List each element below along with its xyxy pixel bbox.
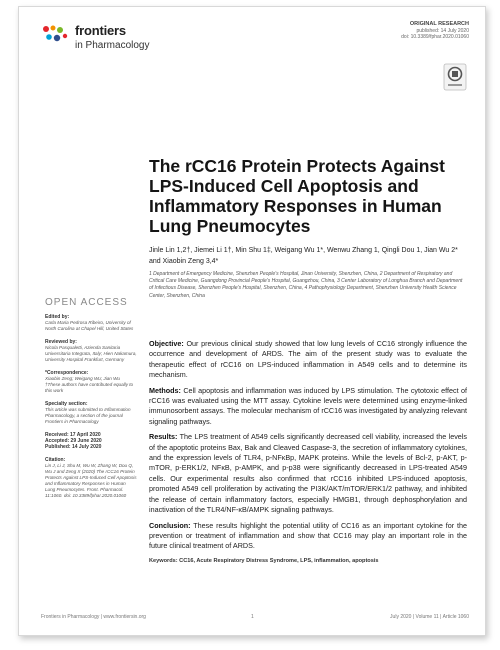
- citation-block: [45, 457, 137, 499]
- page-number: 1: [251, 614, 254, 620]
- correspondence-block: [45, 370, 137, 394]
- edited-by-block: [45, 314, 137, 332]
- received-date: Received: 17 April 2020: [45, 432, 101, 438]
- edited-by: Carla Maria Pedrosa Ribeiro, University of North Carolina at Chapel Hill, United States: [45, 320, 134, 331]
- equal-contribution-note: †These authors have contributed equally to this work: [45, 382, 134, 393]
- conclusion-paragraph: [149, 521, 467, 552]
- reviewed-by-block: [45, 339, 137, 363]
- reviewed-by-label: Reviewed by:: [45, 339, 77, 345]
- conclusion-label: Conclusion:: [149, 520, 191, 530]
- affiliations: 1 Department of Emergency Medicine, Shenzhen People's Hospital, Jinan University, Shenzhen, China, 2 Department of Respiratory and Critical Care Medicine, Guangdong Provincial People's Hospital, Guangzhou, China, 3 Center Laboratory of Longhua Branch and Department of Infectious Disease, Shenzhen People's Hospital, Shenzhen, China, 4 Pathophysiology Department, Shenzhen University Health Science Center, Shenzhen, China: [149, 271, 463, 299]
- accepted-date: Accepted: 29 June 2020: [45, 438, 102, 444]
- citation-label: Citation:: [45, 457, 66, 463]
- results-paragraph: [149, 432, 467, 515]
- footer-volume: July 2020 | Volume 11 | Article 1060: [390, 614, 469, 620]
- correspondence[interactable]: Xiaobin Zeng; Weigang Wu; Jian Wu: [45, 376, 120, 381]
- logo-brand: frontiers: [75, 23, 126, 38]
- specialty-block: [45, 401, 137, 425]
- author-list: Jinle Lin 1,2†, Jiemei Li 1†, Min Shu 1‡, Weigang Wu 1*, Wenwu Zhang 1, Qingli Dou 1, Jian Wu 2* and Xiaobin Zeng 3,4*: [149, 247, 458, 265]
- abstract: [149, 339, 467, 565]
- footer-journal[interactable]: Frontiers in Pharmacology | www.frontiersin.org: [41, 614, 146, 620]
- methods-paragraph: [149, 386, 467, 428]
- specialty: This article was submitted to Inflammation Pharmacology, a section of the journal Frontiers in Pharmacology: [45, 407, 131, 424]
- logo-journal: in Pharmacology: [75, 40, 150, 51]
- citation: Lin J, Li J, Shu M, Wu W, Zhang W, Dou Q, Wu J and Zeng X (2020) The rCC16 Protein Protects Against LPS-Induced Cell Apoptosis and Inflammatory Responses in Human Lung Pneumocytes. Front. Pharmacol. 11:1060. doi: 10.3389/fphar.2020.01060: [45, 463, 137, 498]
- objective-text: Our previous clinical study showed that low lung levels of CC16 strongly influence the occurrence and development of ARDS. The aim of the present study was to evaluate the therapeutic effect of rCC16 on LPS-induced inflammation in A549 cells and to determine its mechanism.: [149, 339, 468, 380]
- frontiers-logo: [41, 21, 161, 55]
- article-page: [18, 6, 486, 636]
- edited-by-label: Edited by:: [45, 314, 70, 320]
- check-for-updates-icon[interactable]: [443, 63, 467, 91]
- article-type: ORIGINAL RESEARCH: [409, 21, 469, 27]
- keywords: Keywords: CC16, Acute Respiratory Distress Syndrome, LPS, inflammation, apoptosis: [149, 557, 379, 564]
- published-date: published: 14 July 2020: [416, 27, 469, 34]
- open-access-label: OPEN ACCESS: [45, 297, 128, 308]
- published-date-side: Published: 14 July 2020: [45, 444, 102, 450]
- results-text: The LPS treatment of A549 cells significantly decreased cell viability, increased the levels of the apoptotic proteins Bax, Bak and Cleaved Caspase-3, the secretion of inflammatory cytokines, and the expression levels of TLR4, p-NFκBp, MAPK proteins. While the levels of Bcl-2, p-AKT, p-mTOR, p-ERK1/2, NFκB, p-AMPK, and p-p38 were significantly decreased in LPS-treated A549 cells. Our experimental results also confirmed that rCC16 inhibited LPS-induced apoptosis, promoted A549 cell proliferation by activating the PI3K/AKT/mTOR/ERK1/2 pathway, and inhibited the release of certain inflammatory factors, especially HMGB1, through dephosphorylation and inactivation of the TLR4/NF-κB/AMPK signaling pathways.: [149, 432, 467, 515]
- conclusion-text: These results highlight the potential utility of CC16 as an important cytokine for the prevention or treatment of inflammation and show that CC16 may play an important role in the future clinical treatment of ARDS.: [149, 520, 467, 551]
- methods-text: Cell apoptosis and inflammation was induced by LPS stimulation. The cytotoxic effect of rCC16 was evaluated using the MTT assay. Cytokine levels were determined using enzyme-linked immunosorbent assays. The molecular mechanism of rCC16 was investigated by analyzing relevant signaling pathways.: [149, 385, 467, 426]
- reviewed-by: Nicola Pasqualetti, Azienda Sanitaria Universitaria Integrata, Italy; Hien Nakamura, University Hospital Frankfurt, Germany: [45, 345, 137, 362]
- objective-label: Objective:: [149, 339, 184, 348]
- specialty-label: Specialty section:: [45, 401, 88, 407]
- objective-paragraph: [149, 339, 467, 381]
- dates-block: [45, 432, 137, 450]
- frontiers-logo-icon: [41, 23, 71, 45]
- article-meta: [309, 21, 469, 41]
- article-title: The rCC16 Protein Protects Against LPS-Induced Cell Apoptosis and Inflammatory Responses in Human Lung Pneumocytes: [149, 156, 445, 236]
- methods-label: Methods:: [149, 385, 181, 395]
- results-label: Results:: [149, 432, 178, 442]
- correspondence-label: *Correspondence:: [45, 370, 89, 376]
- doi-link[interactable]: doi: 10.3389/fphar.2020.01060: [401, 34, 469, 40]
- sidebar: [45, 297, 137, 506]
